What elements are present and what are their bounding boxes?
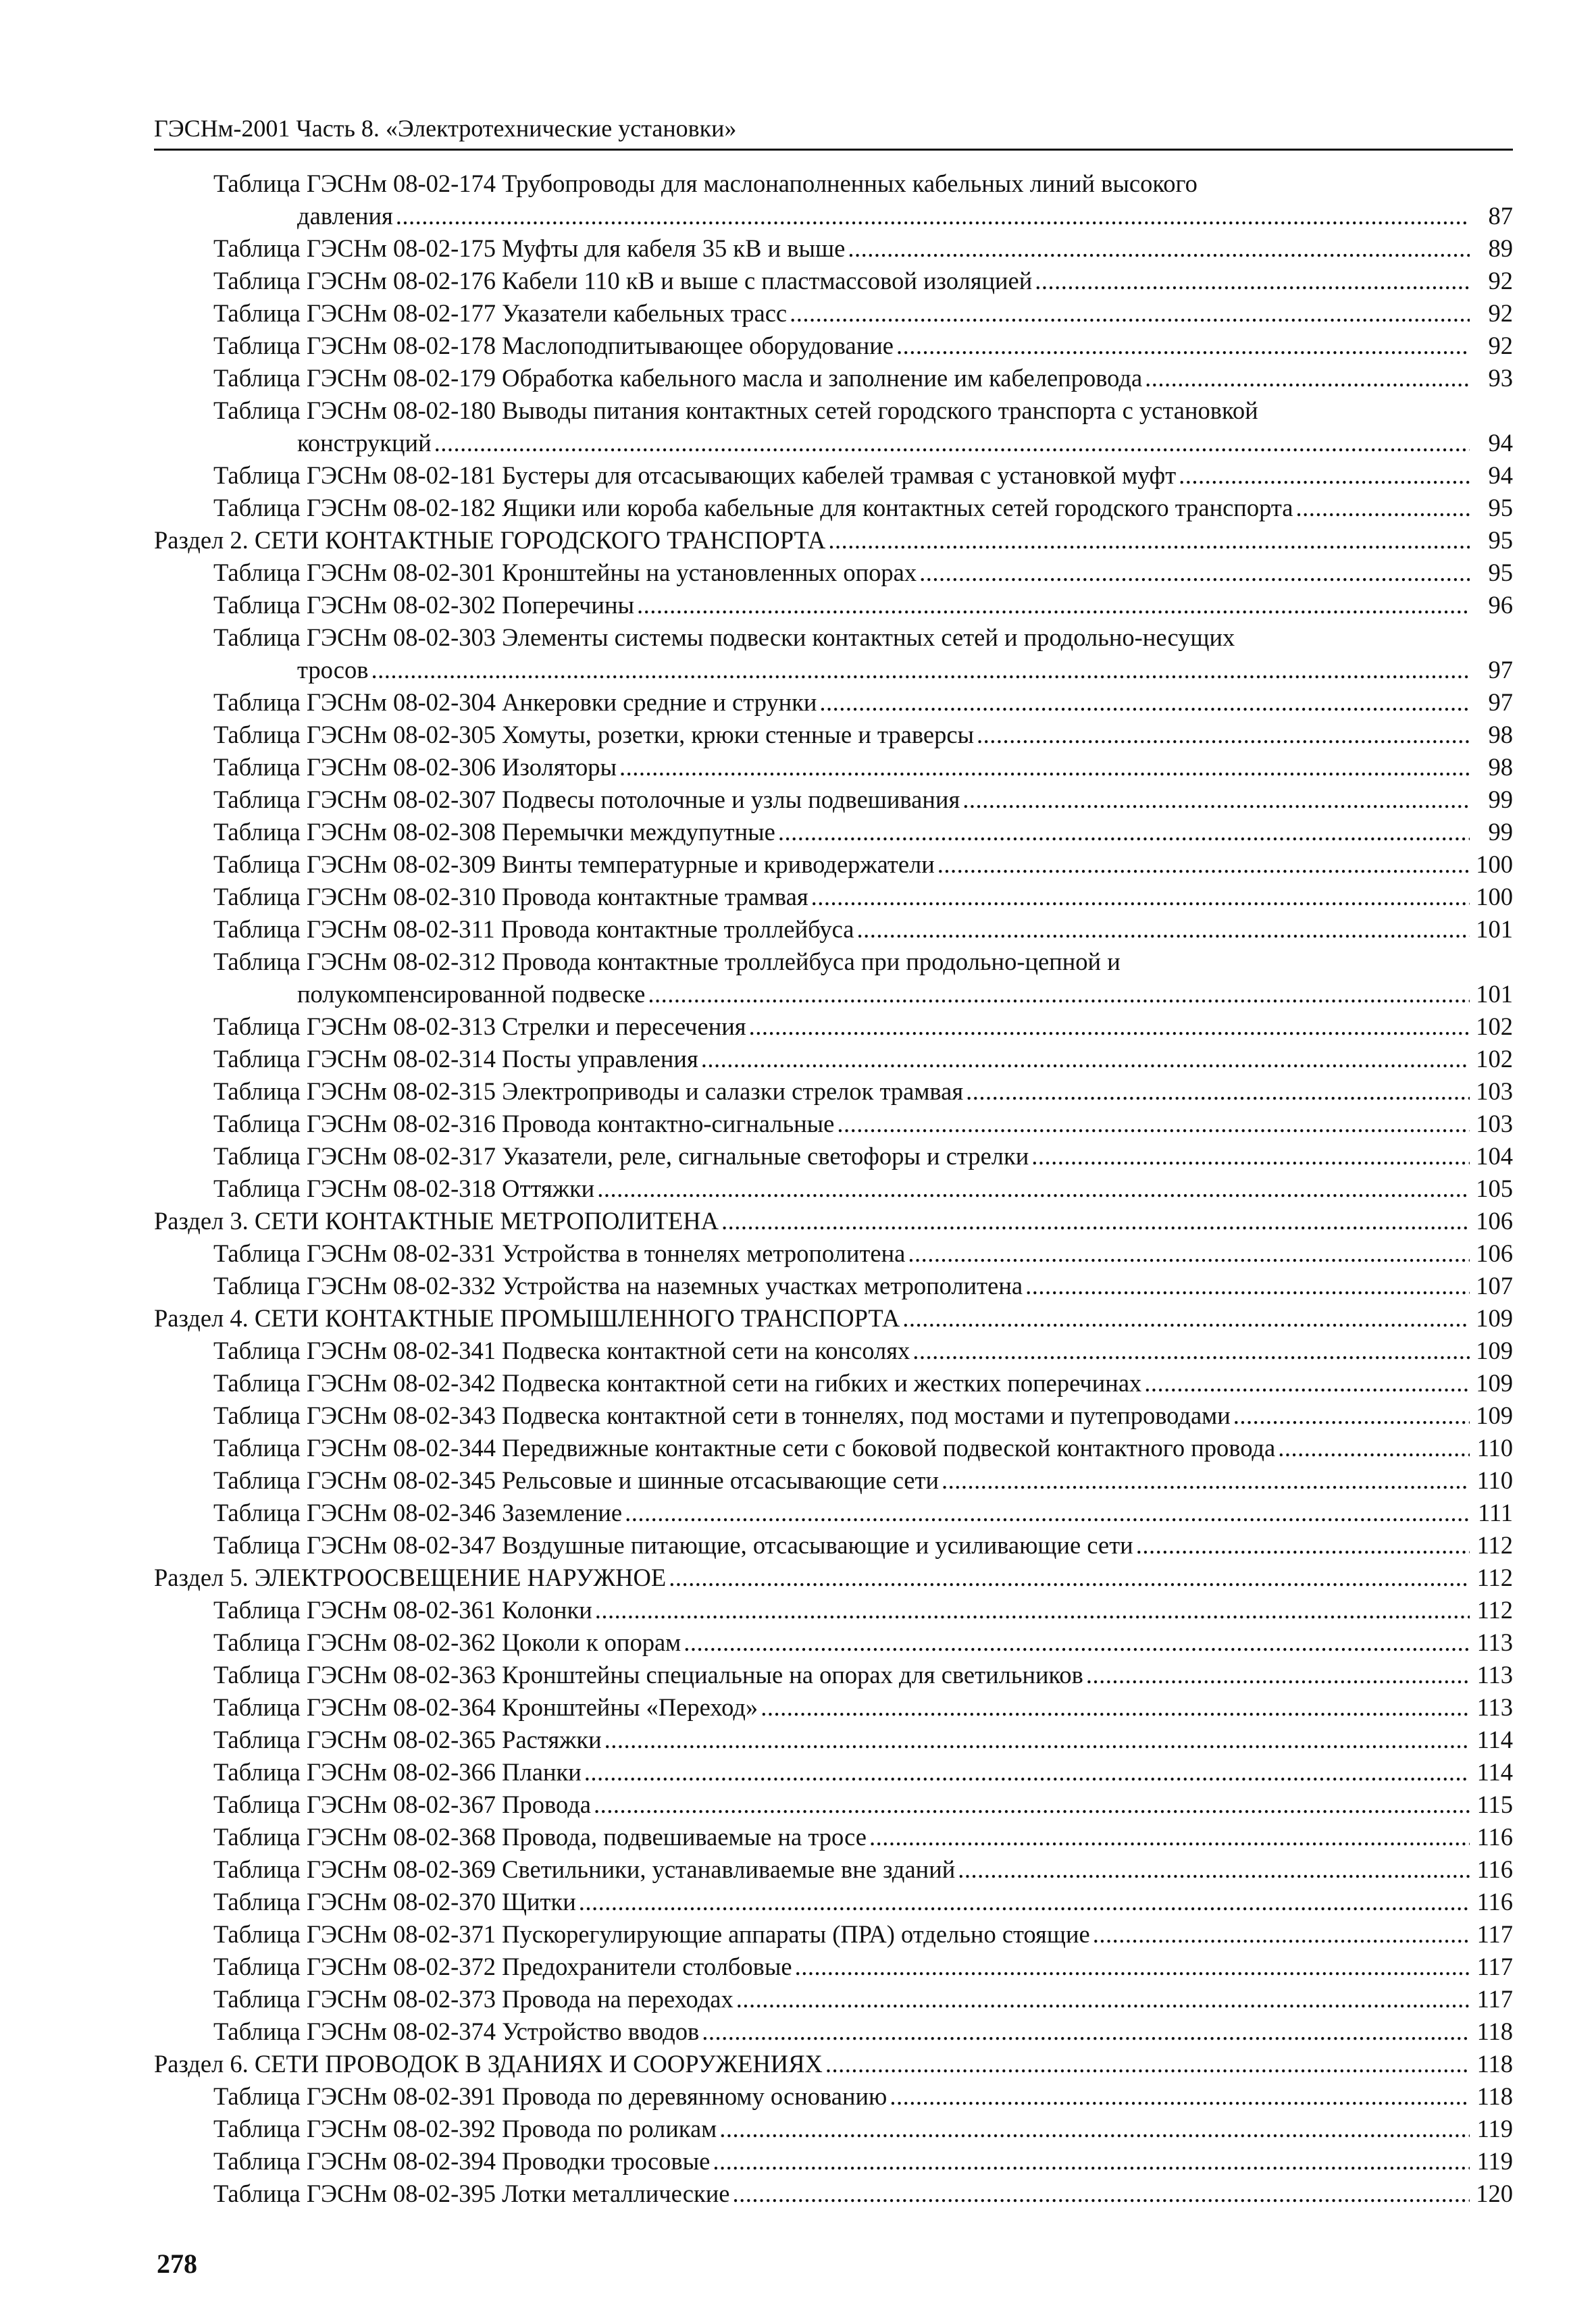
toc-entry-label: Таблица ГЭСНм 08-02-306 Изоляторы — [213, 753, 617, 781]
toc-entry-label: тросов — [297, 656, 369, 684]
toc-table-entry — [213, 1756, 1513, 1789]
dot-leader — [625, 1497, 1470, 1529]
toc-table-entry — [213, 1464, 1513, 1497]
dot-leader — [1086, 1659, 1470, 1691]
dot-leader — [713, 2145, 1470, 2178]
toc-entry-page: 103 — [1476, 1110, 1513, 1137]
dot-leader — [890, 2080, 1470, 2113]
toc-entry-page: 117 — [1476, 1985, 1513, 2013]
toc-entry-label: Таблица ГЭСНм 08-02-395 Лотки металлические — [213, 2180, 730, 2207]
dot-leader — [1144, 1367, 1470, 1399]
toc-entry-label: Таблица ГЭСНм 08-02-364 Кронштейны «Переход» — [213, 1693, 758, 1721]
toc-entry-page: 97 — [1488, 656, 1513, 684]
dot-leader — [604, 1724, 1470, 1756]
toc-entry-label: Таблица ГЭСНм 08-02-305 Хомуты, розетки, крюки стенные и траверсы — [213, 721, 975, 748]
dot-leader — [619, 751, 1470, 783]
dot-leader — [732, 2178, 1470, 2210]
toc-entry-label: Таблица ГЭСНм 08-02-391 Провода по деревянному основанию — [213, 2082, 887, 2110]
toc-table-entry — [213, 621, 1513, 686]
toc-entry-label: Таблица ГЭСНм 08-02-177 Указатели кабельных трасс — [213, 299, 788, 327]
toc-table-entry — [213, 1691, 1513, 1724]
toc-table-entry — [213, 913, 1513, 946]
toc-entry-label: Таблица ГЭСНм 08-02-304 Анкеровки средние и струнки — [213, 688, 817, 716]
dot-leader — [684, 1626, 1470, 1659]
toc-entry-page: 95 — [1488, 559, 1513, 586]
toc-entry-page: 118 — [1476, 2050, 1513, 2078]
dot-leader — [811, 881, 1470, 913]
dot-leader — [896, 330, 1470, 362]
dot-leader — [856, 913, 1470, 946]
dot-leader — [919, 557, 1470, 589]
toc-table-entry — [213, 362, 1513, 394]
toc-entry-label: Таблица ГЭСНм 08-02-344 Передвижные контактные сети с боковой подвеской контактного провода — [213, 1434, 1276, 1462]
toc-entry-page: 87 — [1488, 202, 1513, 230]
toc-table-entry — [213, 557, 1513, 589]
toc-table-entry — [213, 589, 1513, 621]
toc-entry-page: 105 — [1476, 1175, 1513, 1202]
toc-entry-label: Таблица ГЭСНм 08-02-363 Кронштейны специальные на опорах для светильников — [213, 1661, 1083, 1689]
toc-entry-page: 114 — [1476, 1726, 1513, 1753]
toc-entry-label: Таблица ГЭСНм 08-02-317 Указатели, реле, сигнальные светофоры и стрелки — [213, 1142, 1029, 1170]
toc-entry-page: 116 — [1476, 1888, 1513, 1916]
toc-table-entry — [213, 1140, 1513, 1173]
toc-entry-label: Таблица ГЭСНм 08-02-370 Щитки — [213, 1888, 576, 1916]
dot-leader — [908, 1237, 1470, 1270]
dot-leader — [749, 1010, 1470, 1043]
toc-entry-page: 92 — [1488, 299, 1513, 327]
dot-leader — [869, 1821, 1470, 1853]
toc-table-entry — [213, 1529, 1513, 1562]
toc-entry-label: Таблица ГЭСНм 08-02-361 Колонки — [213, 1596, 592, 1624]
dot-leader — [819, 686, 1470, 719]
toc-entry-label: Таблица ГЭСНм 08-02-365 Растяжки — [213, 1726, 602, 1753]
toc-entry-page: 100 — [1476, 883, 1513, 910]
toc-table-entry — [213, 1789, 1513, 1821]
toc-entry-page: 102 — [1476, 1012, 1513, 1040]
dot-leader — [579, 1886, 1470, 1918]
toc-table-entry — [213, 2145, 1513, 2178]
toc-entry-page: 92 — [1488, 332, 1513, 359]
toc-entry-page: 96 — [1488, 591, 1513, 619]
toc-entry-label: Таблица ГЭСНм 08-02-371 Пускорегулирующие аппараты (ПРА) отдельно стоящие — [213, 1920, 1090, 1948]
toc-entry-page: 103 — [1476, 1077, 1513, 1105]
dot-leader — [702, 2015, 1470, 2048]
toc-table-entry — [213, 2178, 1513, 2210]
dot-leader — [958, 1853, 1470, 1886]
dot-leader — [637, 589, 1470, 621]
toc-entry-label: Таблица ГЭСНм 08-02-314 Посты управления — [213, 1045, 698, 1073]
toc-entry-title-line: Таблица ГЭСНм 08-02-303 Элементы системы подвески контактных сетей и продольно-несущих — [213, 623, 1235, 651]
toc-entry-label: Таблица ГЭСНм 08-02-315 Электроприводы и салазки стрелок трамвая — [213, 1077, 964, 1105]
dot-leader — [595, 1594, 1470, 1626]
dot-leader — [937, 848, 1470, 881]
dot-leader — [1278, 1432, 1470, 1464]
toc-entry-label: Таблица ГЭСНм 08-02-372 Предохранители столбовые — [213, 1953, 792, 1980]
toc-entry-label: Таблица ГЭСНм 08-02-368 Провода, подвешиваемые на тросе — [213, 1823, 867, 1851]
toc-entry-label: Раздел 6. СЕТИ ПРОВОДОК В ЗДАНИЯХ И СООРУЖЕНИЯХ — [154, 2050, 823, 2078]
toc-table-entry — [213, 2015, 1513, 2048]
toc-entry-label: Таблица ГЭСНм 08-02-311 Провода контактные троллейбуса — [213, 915, 854, 943]
toc-entry-label: Раздел 3. СЕТИ КОНТАКТНЫЕ МЕТРОПОЛИТЕНА — [154, 1207, 719, 1235]
toc-table-entry — [213, 330, 1513, 362]
toc-table-entry — [213, 1724, 1513, 1756]
toc-entry-page: 118 — [1476, 2082, 1513, 2110]
toc-entry-page: 119 — [1476, 2115, 1513, 2142]
toc-entry-label: Таблица ГЭСНм 08-02-181 Бустеры для отсасывающих кабелей трамвая с установкой муфт — [213, 461, 1177, 489]
toc-table-entry — [213, 1335, 1513, 1367]
toc-table-entry — [213, 848, 1513, 881]
toc-entry-page: 107 — [1476, 1272, 1513, 1300]
page-number: 278 — [157, 2248, 197, 2279]
toc-entry-page: 98 — [1488, 753, 1513, 781]
toc-table-entry — [213, 1886, 1513, 1918]
dot-leader — [828, 524, 1470, 557]
toc-entry-page: 116 — [1476, 1823, 1513, 1851]
toc-entry-label: Таблица ГЭСНм 08-02-343 Подвеска контактной сети в тоннелях, под мостами и путепроводами — [213, 1402, 1231, 1429]
toc-entry-label: Таблица ГЭСНм 08-02-308 Перемычки междупутные — [213, 818, 775, 846]
toc-entry-page: 109 — [1476, 1402, 1513, 1429]
toc-entry-page: 115 — [1476, 1791, 1513, 1818]
dot-leader — [1035, 265, 1470, 297]
dot-leader — [977, 719, 1470, 751]
toc-entry-title-line: Таблица ГЭСНм 08-02-312 Провода контактные троллейбуса при продольно-цепной и — [213, 948, 1121, 975]
toc-entry-page: 94 — [1488, 429, 1513, 457]
toc-entry-page: 111 — [1477, 1499, 1513, 1526]
table-of-contents — [154, 168, 1513, 2210]
running-header: ГЭСНм-2001 Часть 8. «Электротехнические установки» — [154, 113, 1513, 151]
dot-leader — [719, 2113, 1470, 2145]
toc-entry-label: конструкций — [297, 429, 432, 457]
dot-leader — [721, 1205, 1470, 1237]
dot-leader — [1295, 492, 1470, 524]
dot-leader — [848, 232, 1470, 265]
dot-leader — [966, 1075, 1470, 1108]
dot-leader — [1093, 1918, 1470, 1951]
toc-entry-page: 101 — [1476, 915, 1513, 943]
toc-entry-label: Таблица ГЭСНм 08-02-309 Винты температурные и криводержатели — [213, 850, 935, 878]
toc-entry-page: 109 — [1476, 1369, 1513, 1397]
toc-table-entry — [213, 816, 1513, 848]
toc-table-entry — [213, 2080, 1513, 2113]
toc-entry-label: давления — [297, 202, 393, 230]
toc-table-entry — [213, 1237, 1513, 1270]
toc-entry-page: 112 — [1476, 1531, 1513, 1559]
toc-entry-page: 117 — [1476, 1953, 1513, 1980]
toc-table-entry — [213, 1367, 1513, 1399]
toc-entry-page: 89 — [1488, 234, 1513, 262]
toc-entry-label: Таблица ГЭСНм 08-02-347 Воздушные питающие, отсасывающие и усиливающие сети — [213, 1531, 1133, 1559]
toc-table-entry — [213, 1399, 1513, 1432]
toc-entry-page: 109 — [1476, 1337, 1513, 1364]
toc-table-entry — [213, 1270, 1513, 1302]
toc-table-entry — [213, 492, 1513, 524]
toc-entry-label: Таблица ГЭСНм 08-02-175 Муфты для кабеля 35 кВ и выше — [213, 234, 846, 262]
dot-leader — [736, 1983, 1470, 2015]
toc-entry-label: Раздел 5. ЭЛЕКТРООСВЕЩЕНИЕ НАРУЖНОЕ — [154, 1564, 667, 1591]
toc-entry-label: Таблица ГЭСНм 08-02-345 Рельсовые и шинные отсасывающие сети — [213, 1466, 939, 1494]
toc-entry-label: Таблица ГЭСНм 08-02-342 Подвеска контактной сети на гибких и жестких поперечинах — [213, 1369, 1142, 1397]
toc-table-entry — [213, 1821, 1513, 1853]
dot-leader — [1025, 1270, 1470, 1302]
toc-entry-label: Таблица ГЭСНм 08-02-346 Заземление — [213, 1499, 623, 1526]
toc-entry-page: 114 — [1476, 1758, 1513, 1786]
toc-entry-page: 120 — [1476, 2180, 1513, 2207]
toc-table-entry — [213, 1043, 1513, 1075]
toc-entry-page: 98 — [1488, 721, 1513, 748]
toc-entry-label: Таблица ГЭСНм 08-02-394 Проводки тросовые — [213, 2147, 711, 2175]
dot-leader — [778, 816, 1470, 848]
toc-entry-page: 113 — [1476, 1661, 1513, 1689]
toc-table-entry — [213, 946, 1513, 1010]
toc-entry-label: Раздел 4. СЕТИ КОНТАКТНЫЕ ПРОМЫШЛЕННОГО ТРАНСПОРТА — [154, 1304, 900, 1332]
toc-entry-label: полукомпенсированной подвеске — [297, 980, 646, 1008]
toc-entry-page: 95 — [1488, 526, 1513, 554]
toc-table-entry — [213, 1432, 1513, 1464]
toc-entry-page: 102 — [1476, 1045, 1513, 1073]
dot-leader — [795, 1951, 1470, 1983]
toc-table-entry — [213, 1659, 1513, 1691]
dot-leader — [962, 783, 1470, 816]
toc-table-entry — [213, 1853, 1513, 1886]
toc-entry-label: Таблица ГЭСНм 08-02-307 Подвесы потолочные и узлы подвешивания — [213, 786, 960, 813]
toc-entry-label: Таблица ГЭСНм 08-02-366 Планки — [213, 1758, 582, 1786]
toc-entry-label: Таблица ГЭСНм 08-02-301 Кронштейны на установленных опорах — [213, 559, 917, 586]
toc-entry-label: Таблица ГЭСНм 08-02-331 Устройства в тоннелях метрополитена — [213, 1239, 906, 1267]
toc-section-entry — [154, 524, 1513, 557]
toc-table-entry — [213, 1626, 1513, 1659]
dot-leader — [669, 1562, 1470, 1594]
toc-entry-page: 113 — [1476, 1693, 1513, 1721]
toc-entry-page: 119 — [1476, 2147, 1513, 2175]
dot-leader — [594, 1789, 1470, 1821]
toc-table-entry — [213, 1951, 1513, 1983]
toc-entry-page: 110 — [1476, 1434, 1513, 1462]
dot-leader — [825, 2048, 1470, 2080]
toc-entry-label: Таблица ГЭСНм 08-02-369 Светильники, устанавливаемые вне зданий — [213, 1855, 956, 1883]
toc-entry-label: Таблица ГЭСНм 08-02-178 Маслоподпитывающее оборудование — [213, 332, 894, 359]
toc-entry-label: Таблица ГЭСНм 08-02-179 Обработка кабельного масла и заполнение им кабелепровода — [213, 364, 1143, 392]
toc-entry-page: 104 — [1476, 1142, 1513, 1170]
toc-table-entry — [213, 719, 1513, 751]
toc-entry-page: 100 — [1476, 850, 1513, 878]
toc-table-entry — [213, 1983, 1513, 2015]
toc-entry-title-line: Таблица ГЭСНм 08-02-174 Трубопроводы для маслонаполненных кабельных линий высокого — [213, 170, 1198, 197]
dot-leader — [701, 1043, 1470, 1075]
toc-table-entry — [213, 1173, 1513, 1205]
toc-entry-page: 99 — [1488, 786, 1513, 813]
toc-table-entry — [213, 881, 1513, 913]
toc-table-entry — [213, 232, 1513, 265]
dot-leader — [597, 1173, 1470, 1205]
dot-leader — [648, 978, 1470, 1010]
toc-entry-label: Раздел 2. СЕТИ КОНТАКТНЫЕ ГОРОДСКОГО ТРАНСПОРТА — [154, 526, 826, 554]
dot-leader — [434, 427, 1470, 459]
toc-entry-page: 112 — [1476, 1596, 1513, 1624]
toc-table-entry — [213, 459, 1513, 492]
toc-entry-label: Таблица ГЭСНм 08-02-367 Провода — [213, 1791, 591, 1818]
toc-table-entry — [213, 265, 1513, 297]
toc-table-entry — [213, 1497, 1513, 1529]
toc-entry-label: Таблица ГЭСНм 08-02-373 Провода на переходах — [213, 1985, 733, 2013]
toc-table-entry — [213, 168, 1513, 232]
dot-leader — [837, 1108, 1470, 1140]
dot-leader — [1233, 1399, 1470, 1432]
toc-entry-label: Таблица ГЭСНм 08-02-182 Ящики или короба кабельные для контактных сетей городского транспорта — [213, 494, 1293, 521]
toc-entry-page: 117 — [1476, 1920, 1513, 1948]
dot-leader — [1136, 1529, 1470, 1562]
toc-entry-page: 106 — [1476, 1239, 1513, 1267]
toc-entry-page: 101 — [1476, 980, 1513, 1008]
toc-entry-page: 99 — [1488, 818, 1513, 846]
toc-entry-page: 94 — [1488, 461, 1513, 489]
toc-entry-label: Таблица ГЭСНм 08-02-302 Поперечины — [213, 591, 634, 619]
toc-entry-page: 97 — [1488, 688, 1513, 716]
toc-entry-page: 118 — [1476, 2017, 1513, 2045]
dot-leader — [1145, 362, 1470, 394]
dot-leader — [902, 1302, 1470, 1335]
toc-entry-label: Таблица ГЭСНм 08-02-318 Оттяжки — [213, 1175, 595, 1202]
toc-entry-page: 106 — [1476, 1207, 1513, 1235]
toc-table-entry — [213, 1594, 1513, 1626]
toc-entry-label: Таблица ГЭСНм 08-02-362 Цоколи к опорам — [213, 1628, 681, 1656]
dot-leader — [584, 1756, 1470, 1789]
toc-table-entry — [213, 1075, 1513, 1108]
toc-table-entry — [213, 686, 1513, 719]
toc-section-entry — [154, 1205, 1513, 1237]
dot-leader — [1031, 1140, 1470, 1173]
toc-table-entry — [213, 751, 1513, 783]
toc-entry-label: Таблица ГЭСНм 08-02-176 Кабели 110 кВ и выше с пластмассовой изоляцией — [213, 267, 1033, 294]
toc-entry-page: 113 — [1476, 1628, 1513, 1656]
toc-entry-page: 92 — [1488, 267, 1513, 294]
toc-entry-title-line: Таблица ГЭСНм 08-02-180 Выводы питания контактных сетей городского транспорта с установкой — [213, 396, 1258, 424]
toc-entry-page: 109 — [1476, 1304, 1513, 1332]
toc-table-entry — [213, 1108, 1513, 1140]
toc-entry-label: Таблица ГЭСНм 08-02-313 Стрелки и пересечения — [213, 1012, 746, 1040]
toc-entry-label: Таблица ГЭСНм 08-02-341 Подвеска контактной сети на консолях — [213, 1337, 910, 1364]
toc-table-entry — [213, 1918, 1513, 1951]
dot-leader — [396, 200, 1470, 232]
toc-table-entry — [213, 1010, 1513, 1043]
dot-leader — [912, 1335, 1470, 1367]
toc-entry-page: 110 — [1476, 1466, 1513, 1494]
dot-leader — [1179, 459, 1470, 492]
toc-entry-label: Таблица ГЭСНм 08-02-310 Провода контактные трамвая — [213, 883, 808, 910]
toc-entry-page: 95 — [1488, 494, 1513, 521]
toc-entry-page: 116 — [1476, 1855, 1513, 1883]
toc-table-entry — [213, 297, 1513, 330]
dot-leader — [942, 1464, 1470, 1497]
toc-table-entry — [213, 394, 1513, 459]
dot-leader — [761, 1691, 1470, 1724]
toc-entry-label: Таблица ГЭСНм 08-02-316 Провода контактно-сигнальные — [213, 1110, 835, 1137]
toc-entry-label: Таблица ГЭСНм 08-02-374 Устройство вводов — [213, 2017, 700, 2045]
dot-leader — [371, 654, 1470, 686]
toc-section-entry — [154, 1562, 1513, 1594]
toc-entry-label: Таблица ГЭСНм 08-02-332 Устройства на наземных участках метрополитена — [213, 1272, 1023, 1300]
toc-entry-label: Таблица ГЭСНм 08-02-392 Провода по роликам — [213, 2115, 717, 2142]
toc-section-entry — [154, 2048, 1513, 2080]
toc-table-entry — [213, 783, 1513, 816]
toc-entry-page: 112 — [1476, 1564, 1513, 1591]
toc-table-entry — [213, 2113, 1513, 2145]
dot-leader — [790, 297, 1470, 330]
toc-entry-page: 93 — [1488, 364, 1513, 392]
toc-section-entry — [154, 1302, 1513, 1335]
